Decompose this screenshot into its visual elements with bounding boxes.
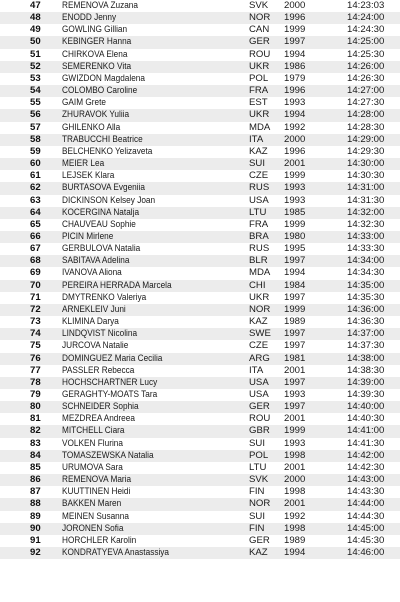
athlete-name-cell: ARNEKLEIV Juni	[62, 303, 126, 315]
birth-year-cell: 2001	[284, 461, 306, 473]
nation-cell: UKR	[249, 109, 270, 121]
table-row	[0, 0, 400, 12]
rank-cell: 52	[30, 60, 41, 72]
birth-year-cell: 1997	[284, 328, 306, 340]
athlete-name-cell: MEIER Lea	[62, 158, 105, 170]
table-row	[0, 97, 400, 109]
nation-cell: CHI	[249, 279, 266, 291]
table-row	[0, 328, 400, 340]
nation-cell: GBR	[249, 425, 270, 437]
nation-cell: LTU	[249, 461, 267, 473]
rank-cell: 76	[30, 352, 41, 364]
birth-year-cell: 1985	[284, 206, 306, 218]
nation-cell: UKR	[249, 60, 270, 72]
nation-cell: NOR	[249, 303, 271, 315]
birth-year-cell: 1996	[284, 12, 306, 24]
birth-year-cell: 1997	[284, 291, 306, 303]
birth-year-cell: 1980	[284, 230, 306, 242]
table-row	[0, 280, 400, 292]
nation-cell: KAZ	[249, 547, 268, 559]
athlete-name-cell: BURTASOVA Evgeniia	[62, 182, 146, 194]
nation-cell: SVK	[249, 0, 269, 11]
nation-cell: MDA	[249, 121, 271, 133]
start-time-cell: 14:38:30	[347, 364, 385, 376]
rank-cell: 79	[30, 389, 41, 400]
birth-year-cell: 1998	[284, 449, 306, 461]
nation-cell: FRA	[249, 218, 269, 230]
table-row	[0, 413, 400, 425]
rank-cell: 70	[30, 279, 41, 291]
rank-cell: 75	[30, 340, 41, 352]
start-time-cell: 14:31:30	[347, 194, 385, 206]
athlete-name-cell: GWIZDON Magdalena	[62, 72, 145, 84]
athlete-name-cell: KLIMINA Darya	[62, 316, 119, 328]
table-row	[0, 365, 400, 377]
athlete-name-cell: GERAGHTY-MOATS Tara	[62, 389, 158, 400]
nation-cell: MDA	[249, 267, 271, 279]
table-row	[0, 182, 400, 194]
table-row	[0, 511, 400, 523]
rank-cell: 47	[30, 0, 41, 11]
table-row	[0, 146, 400, 158]
start-time-cell: 14:43:30	[347, 486, 385, 498]
nation-cell: USA	[249, 389, 269, 400]
nation-cell: SVK	[249, 474, 269, 486]
start-time-cell: 14:30:00	[347, 158, 385, 170]
start-time-cell: 14:36:00	[347, 303, 385, 315]
table-row	[0, 73, 400, 85]
birth-year-cell: 1993	[284, 194, 306, 206]
rank-cell: 84	[30, 449, 41, 461]
nation-cell: RUS	[249, 182, 270, 194]
rank-cell: 83	[30, 437, 41, 449]
athlete-name-cell: GOWLING Gillian	[62, 24, 128, 36]
birth-year-cell: 2001	[284, 413, 306, 425]
birth-year-cell: 2001	[284, 498, 306, 510]
table-row	[0, 425, 400, 437]
athlete-name-cell: REMENOVA Zuzana	[62, 0, 138, 11]
birth-year-cell: 1986	[284, 60, 306, 72]
athlete-name-cell: TRABUCCHI Beatrice	[62, 133, 143, 145]
table-row	[0, 389, 400, 401]
athlete-name-cell: BELCHENKO Yelizaveta	[62, 145, 153, 157]
birth-year-cell: 1993	[284, 182, 306, 194]
start-time-cell: 14:32:00	[347, 206, 385, 218]
table-row	[0, 207, 400, 219]
table-row	[0, 231, 400, 243]
athlete-name-cell: PASSLER Rebecca	[62, 364, 135, 376]
nation-cell: CAN	[249, 24, 270, 36]
rank-cell: 51	[30, 48, 41, 60]
start-time-cell: 14:26:30	[347, 72, 385, 84]
birth-year-cell: 1979	[284, 72, 306, 84]
rank-cell: 63	[30, 194, 41, 206]
birth-year-cell: 2000	[284, 133, 306, 145]
birth-year-cell: 1999	[284, 24, 306, 36]
athlete-name-cell: CHAUVEAU Sophie	[62, 218, 136, 230]
nation-cell: KAZ	[249, 316, 268, 328]
start-time-cell: 14:35:30	[347, 291, 385, 303]
nation-cell: EST	[249, 97, 268, 109]
table-row	[0, 547, 400, 559]
rank-cell: 78	[30, 376, 41, 388]
nation-cell: RUS	[249, 243, 270, 255]
table-row	[0, 24, 400, 36]
table-row	[0, 292, 400, 304]
table-row	[0, 170, 400, 182]
rank-cell: 53	[30, 72, 41, 84]
birth-year-cell: 2001	[284, 158, 306, 170]
nation-cell: ROU	[249, 48, 271, 60]
rank-cell: 72	[30, 303, 41, 315]
start-time-cell: 14:33:30	[347, 243, 385, 255]
athlete-name-cell: GAIM Grete	[62, 97, 107, 109]
nation-cell: SUI	[249, 158, 265, 170]
athlete-name-cell: KUUTTINEN Heidi	[62, 486, 131, 498]
rank-cell: 48	[30, 12, 41, 24]
start-time-cell: 14:42:00	[347, 449, 385, 461]
rank-cell: 67	[30, 243, 41, 255]
birth-year-cell: 1989	[284, 534, 306, 546]
birth-year-cell: 1992	[284, 510, 306, 522]
start-time-cell: 14:44:00	[347, 498, 385, 510]
nation-cell: BLR	[249, 255, 268, 267]
athlete-name-cell: VOLKEN Flurina	[62, 437, 123, 449]
birth-year-cell: 1995	[284, 243, 306, 255]
rank-cell: 91	[30, 534, 41, 546]
nation-cell: ITA	[249, 364, 264, 376]
athlete-name-cell: PICIN Mirlene	[62, 230, 114, 242]
rank-cell: 87	[30, 486, 41, 498]
nation-cell: FRA	[249, 85, 269, 97]
rank-cell: 59	[30, 145, 41, 157]
rank-cell: 54	[30, 85, 41, 97]
birth-year-cell: 2000	[284, 474, 306, 486]
start-time-cell: 14:35:00	[347, 279, 385, 291]
athlete-name-cell: BAKKEN Maren	[62, 498, 122, 510]
athlete-name-cell: MEINEN Susanna	[62, 510, 129, 522]
rank-cell: 69	[30, 267, 41, 279]
athlete-name-cell: MITCHELL Ciara	[62, 425, 125, 437]
start-time-cell: 14:41:00	[347, 425, 385, 437]
athlete-name-cell: DMYTRENKO Valeriya	[62, 291, 147, 303]
athlete-name-cell: ZHURAVOK Yuliia	[62, 109, 130, 121]
table-row	[0, 255, 400, 267]
nation-cell: SUI	[249, 510, 265, 522]
birth-year-cell: 1996	[284, 85, 306, 97]
start-time-cell: 14:39:00	[347, 376, 385, 388]
nation-cell: POL	[249, 449, 269, 461]
start-time-cell: 14:38:00	[347, 352, 385, 364]
start-time-cell: 14:34:30	[347, 267, 385, 279]
rank-cell: 58	[30, 133, 41, 145]
table-row	[0, 523, 400, 535]
birth-year-cell: 1993	[284, 389, 306, 400]
rank-cell: 62	[30, 182, 41, 194]
athlete-name-cell: LEJSEK Klara	[62, 170, 115, 182]
table-row	[0, 49, 400, 61]
athlete-name-cell: LINDQVIST Nicolina	[62, 328, 138, 340]
athlete-name-cell: HORCHLER Karolin	[62, 534, 137, 546]
nation-cell: FIN	[249, 522, 265, 534]
birth-year-cell: 1997	[284, 36, 306, 48]
athlete-name-cell: ENODD Jenny	[62, 12, 117, 24]
nation-cell: CZE	[249, 170, 269, 182]
birth-year-cell: 1996	[284, 145, 306, 157]
rank-cell: 88	[30, 498, 41, 510]
birth-year-cell: 1994	[284, 109, 306, 121]
nation-cell: SUI	[249, 437, 265, 449]
nation-cell: NOR	[249, 498, 271, 510]
rank-cell: 49	[30, 24, 41, 36]
nation-cell: UKR	[249, 291, 270, 303]
start-time-cell: 14:25:00	[347, 36, 385, 48]
rank-cell: 82	[30, 425, 41, 437]
athlete-name-cell: JORONEN Sofia	[62, 522, 124, 534]
start-time-cell: 14:27:00	[347, 85, 385, 97]
start-time-cell: 14:25:30	[347, 48, 385, 60]
start-time-cell: 14:31:00	[347, 182, 385, 194]
birth-year-cell: 2001	[284, 364, 306, 376]
birth-year-cell: 1994	[284, 547, 306, 559]
birth-year-cell: 1993	[284, 97, 306, 109]
nation-cell: ROU	[249, 413, 271, 425]
start-time-cell: 14:34:00	[347, 255, 385, 267]
table-row	[0, 243, 400, 255]
athlete-name-cell: PEREIRA HERRADA Marcela	[62, 279, 172, 291]
start-time-cell: 14:26:00	[347, 60, 385, 72]
birth-year-cell: 1999	[284, 218, 306, 230]
rank-cell: 68	[30, 255, 41, 267]
nation-cell: GER	[249, 36, 270, 48]
nation-cell: LTU	[249, 206, 267, 218]
nation-cell: USA	[249, 194, 269, 206]
birth-year-cell: 1989	[284, 316, 306, 328]
athlete-name-cell: GHILENKO Alla	[62, 121, 121, 133]
start-time-cell: 14:24:30	[347, 24, 385, 36]
start-time-cell: 14:28:00	[347, 109, 385, 121]
athlete-name-cell: KOCERGINA Natalja	[62, 206, 140, 218]
table-row	[0, 195, 400, 207]
nation-cell: NOR	[249, 12, 271, 24]
nation-cell: POL	[249, 72, 269, 84]
table-row	[0, 122, 400, 134]
table-row	[0, 486, 400, 498]
birth-year-cell: 1981	[284, 352, 306, 364]
table-row	[0, 474, 400, 486]
nation-cell: GER	[249, 534, 270, 546]
rank-cell: 89	[30, 510, 41, 522]
birth-year-cell: 1999	[284, 303, 306, 315]
rank-cell: 80	[30, 401, 41, 413]
birth-year-cell: 1997	[284, 376, 306, 388]
athlete-name-cell: SABITAVA Adelina	[62, 255, 130, 267]
rank-cell: 81	[30, 413, 41, 425]
birth-year-cell: 1997	[284, 401, 306, 413]
table-row	[0, 158, 400, 170]
nation-cell: SWE	[249, 328, 271, 340]
birth-year-cell: 1992	[284, 121, 306, 133]
athlete-name-cell: REMENOVA Maria	[62, 474, 132, 486]
start-time-cell: 14:29:00	[347, 133, 385, 145]
birth-year-cell: 1998	[284, 486, 306, 498]
athlete-name-cell: COLOMBO Caroline	[62, 85, 138, 97]
table-row	[0, 450, 400, 462]
rank-cell: 77	[30, 364, 41, 376]
nation-cell: USA	[249, 376, 269, 388]
table-row	[0, 353, 400, 365]
start-time-cell: 14:40:30	[347, 413, 385, 425]
table-row	[0, 267, 400, 279]
birth-year-cell: 1999	[284, 425, 306, 437]
table-row	[0, 462, 400, 474]
start-time-cell: 14:28:30	[347, 121, 385, 133]
rank-cell: 92	[30, 547, 41, 559]
nation-cell: BRA	[249, 230, 269, 242]
table-row	[0, 134, 400, 146]
table-row	[0, 340, 400, 352]
table-row	[0, 316, 400, 328]
athlete-name-cell: URUMOVA Sara	[62, 461, 123, 473]
birth-year-cell: 1997	[284, 340, 306, 352]
rank-cell: 73	[30, 316, 41, 328]
rank-cell: 86	[30, 474, 41, 486]
rank-cell: 61	[30, 170, 41, 182]
athlete-name-cell: IVANOVA Aliona	[62, 267, 122, 279]
athlete-name-cell: DOMINGUEZ Maria Cecilia	[62, 352, 163, 364]
start-time-cell: 14:37:30	[347, 340, 385, 352]
birth-year-cell: 1999	[284, 170, 306, 182]
rank-cell: 60	[30, 158, 41, 170]
athlete-name-cell: GERBULOVA Natalia	[62, 243, 141, 255]
table-row	[0, 304, 400, 316]
start-time-cell: 14:45:30	[347, 534, 385, 546]
start-time-cell: 14:43:00	[347, 474, 385, 486]
athlete-name-cell: CHIRKOVA Elena	[62, 48, 128, 60]
rank-cell: 64	[30, 206, 41, 218]
nation-cell: ITA	[249, 133, 264, 145]
start-time-cell: 14:45:00	[347, 522, 385, 534]
start-time-cell: 14:41:30	[347, 437, 385, 449]
table-row	[0, 36, 400, 48]
start-time-cell: 14:32:30	[347, 218, 385, 230]
table-row	[0, 219, 400, 231]
table-row	[0, 498, 400, 510]
athlete-name-cell: MEZDREA Andreea	[62, 413, 135, 425]
nation-cell: ARG	[249, 352, 270, 364]
table-row	[0, 12, 400, 24]
start-time-cell: 14:44:30	[347, 510, 385, 522]
athlete-name-cell: DICKINSON Kelsey Joan	[62, 194, 156, 206]
birth-year-cell: 1994	[284, 267, 306, 279]
rank-cell: 71	[30, 291, 41, 303]
start-time-cell: 14:46:00	[347, 547, 385, 559]
birth-year-cell: 1993	[284, 437, 306, 449]
birth-year-cell: 1994	[284, 48, 306, 60]
start-time-cell: 14:36:30	[347, 316, 385, 328]
start-time-cell: 14:24:00	[347, 12, 385, 24]
rank-cell: 57	[30, 121, 41, 133]
rank-cell: 50	[30, 36, 41, 48]
table-row	[0, 438, 400, 450]
athlete-name-cell: TOMASZEWSKA Natalia	[62, 449, 154, 461]
table-row	[0, 85, 400, 97]
start-time-cell: 14:40:00	[347, 401, 385, 413]
rank-cell: 74	[30, 328, 41, 340]
start-time-cell: 14:33:00	[347, 230, 385, 242]
birth-year-cell: 1998	[284, 522, 306, 534]
rank-cell: 56	[30, 109, 41, 121]
birth-year-cell: 1984	[284, 279, 306, 291]
start-time-cell: 14:23:03	[347, 0, 385, 11]
athlete-name-cell: JURCOVA Natalie	[62, 340, 129, 352]
nation-cell: CZE	[249, 340, 269, 352]
birth-year-cell: 2000	[284, 0, 306, 11]
athlete-name-cell: HOCHSCHARTNER Lucy	[62, 376, 158, 388]
rank-cell: 65	[30, 218, 41, 230]
athlete-name-cell: SEMERENKO Vita	[62, 60, 132, 72]
birth-year-cell: 1997	[284, 255, 306, 267]
rank-cell: 90	[30, 522, 41, 534]
start-time-cell: 14:29:30	[347, 145, 385, 157]
rank-cell: 66	[30, 230, 41, 242]
start-time-cell: 14:27:30	[347, 97, 385, 109]
athlete-name-cell: KEBINGER Hanna	[62, 36, 132, 48]
athlete-name-cell: KONDRATYEVA Anastassiya	[62, 547, 170, 559]
table-row	[0, 401, 400, 413]
rank-cell: 55	[30, 97, 41, 109]
rank-cell: 85	[30, 461, 41, 473]
table-row	[0, 377, 400, 389]
nation-cell: GER	[249, 401, 270, 413]
table-row	[0, 61, 400, 73]
table-row	[0, 109, 400, 121]
start-time-cell: 14:37:00	[347, 328, 385, 340]
start-time-cell: 14:42:30	[347, 461, 385, 473]
nation-cell: FIN	[249, 486, 265, 498]
table-row	[0, 535, 400, 547]
start-time-cell: 14:30:30	[347, 170, 385, 182]
start-time-cell: 14:39:30	[347, 389, 385, 400]
athlete-name-cell: SCHNEIDER Sophia	[62, 401, 139, 413]
nation-cell: KAZ	[249, 145, 268, 157]
